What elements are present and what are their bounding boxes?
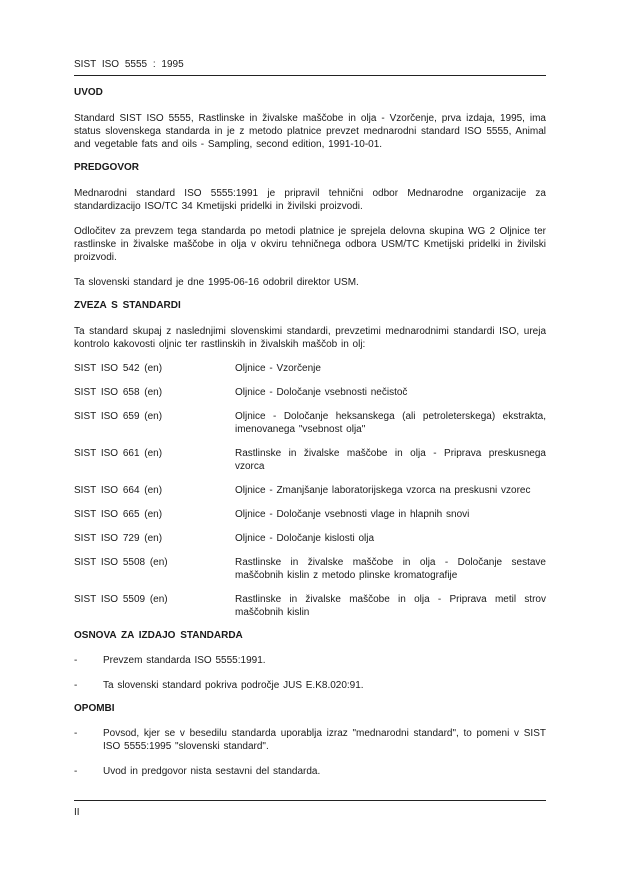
page-number: II <box>74 807 80 818</box>
list-item <box>74 654 546 667</box>
reference-code: SIST ISO 5508 (en) <box>74 557 168 568</box>
bullet-dash: - <box>74 766 78 777</box>
reference-row <box>74 532 546 545</box>
reference-title: Oljnice - Vzorčenje <box>235 363 321 374</box>
reference-row <box>74 556 546 582</box>
reference-row <box>74 447 546 473</box>
reference-code: SIST ISO 661 (en) <box>74 448 163 459</box>
list-item-text: Ta slovenski standard pokriva področje JUS E.K8.020:91. <box>103 680 364 691</box>
section-heading-osnova: OSNOVA ZA IZDAJO STANDARDA <box>74 630 243 641</box>
list-item <box>74 727 546 753</box>
header-rule <box>74 75 546 76</box>
reference-code: SIST ISO 5509 (en) <box>74 594 168 605</box>
reference-row <box>74 362 546 375</box>
reference-title: Oljnice - Določanje heksanskega (ali petroleterskega) ekstrakta, imenovanega "vsebnost olja" <box>235 411 546 435</box>
document-page <box>74 58 546 778</box>
reference-code: SIST ISO 665 (en) <box>74 509 163 520</box>
reference-row <box>74 593 546 619</box>
page-header: SIST ISO 5555 : 1995 <box>74 59 184 70</box>
reference-title: Rastlinske in živalske maščobe in olja - Priprava preskusnega vzorca <box>235 448 546 472</box>
predgovor-paragraph: Ta slovenski standard je dne 1995-06-16 odobril direktor USM. <box>74 277 359 288</box>
predgovor-paragraph: Odločitev za prevzem tega standarda po metodi platnice je sprejela delovna skupina WG 2 Oljnice ter rastlinske in živalske maščobe in olja v okviru tehničnega odbora USM/TC Kmetijski pridelki in živilski proizvodi. <box>74 226 546 263</box>
reference-row <box>74 410 546 436</box>
reference-row <box>74 386 546 399</box>
reference-code: SIST ISO 664 (en) <box>74 485 163 496</box>
list-item <box>74 679 546 692</box>
reference-code: SIST ISO 658 (en) <box>74 387 163 398</box>
reference-title: Oljnice - Določanje vsebnosti vlage in hlapnih snovi <box>235 509 470 520</box>
reference-title: Oljnice - Določanje vsebnosti nečistoč <box>235 387 408 398</box>
footer-rule <box>74 800 546 801</box>
reference-title: Rastlinske in živalske maščobe in olja - Določanje sestave maščobnih kislin z metodo plinske kromatografije <box>235 557 546 581</box>
predgovor-paragraph: Mednarodni standard ISO 5555:1991 je pripravil tehnični odbor Mednarodne organizacije za standardizacijo ISO/TC 34 Kmetijski pridelki in živilski proizvodi. <box>74 188 546 212</box>
list-item-text: Uvod in predgovor nista sestavni del standarda. <box>103 766 321 777</box>
reference-code: SIST ISO 542 (en) <box>74 363 163 374</box>
list-item-text: Prevzem standarda ISO 5555:1991. <box>103 655 266 666</box>
list-item <box>74 765 546 778</box>
bullet-dash: - <box>74 680 78 691</box>
uvod-text: Standard SIST ISO 5555, Rastlinske in živalske maščobe in olja - Vzorčenje, prva izdaja, 1995, ima status slovenskega standarda in je z metodo platnice prevzet mednarodni standard ISO 5555, Animal and vegetable fats and oils - Sampling, second edition, 1991-10-01. <box>74 113 546 150</box>
section-heading-opombi: OPOMBI <box>74 703 115 714</box>
section-heading-predgovor: PREDGOVOR <box>74 162 140 173</box>
reference-row <box>74 484 546 497</box>
section-heading-uvod: UVOD <box>74 87 103 98</box>
bullet-dash: - <box>74 728 78 739</box>
zveza-intro: Ta standard skupaj z naslednjimi slovenskimi standardi, prevzetimi mednarodnimi standardi ISO, ureja kontrolo kakovosti oljnic ter rastlinskih in živalskih maščob in olj: <box>74 326 546 350</box>
bullet-dash: - <box>74 655 78 666</box>
reference-title: Oljnice - Zmanjšanje laboratorijskega vzorca na preskusni vzorec <box>235 485 531 496</box>
list-item-text: Povsod, kjer se v besedilu standarda uporablja izraz "mednarodni standard", to pomeni v SIST ISO 5555:1995 "slovenski standard". <box>103 728 546 752</box>
reference-code: SIST ISO 659 (en) <box>74 411 163 422</box>
reference-code: SIST ISO 729 (en) <box>74 533 163 544</box>
reference-title: Oljnice - Določanje kislosti olja <box>235 533 375 544</box>
reference-title: Rastlinske in živalske maščobe in olja - Priprava metil strov maščobnih kislin <box>235 594 546 618</box>
section-heading-zveza: ZVEZA S STANDARDI <box>74 300 181 311</box>
reference-row <box>74 508 546 521</box>
